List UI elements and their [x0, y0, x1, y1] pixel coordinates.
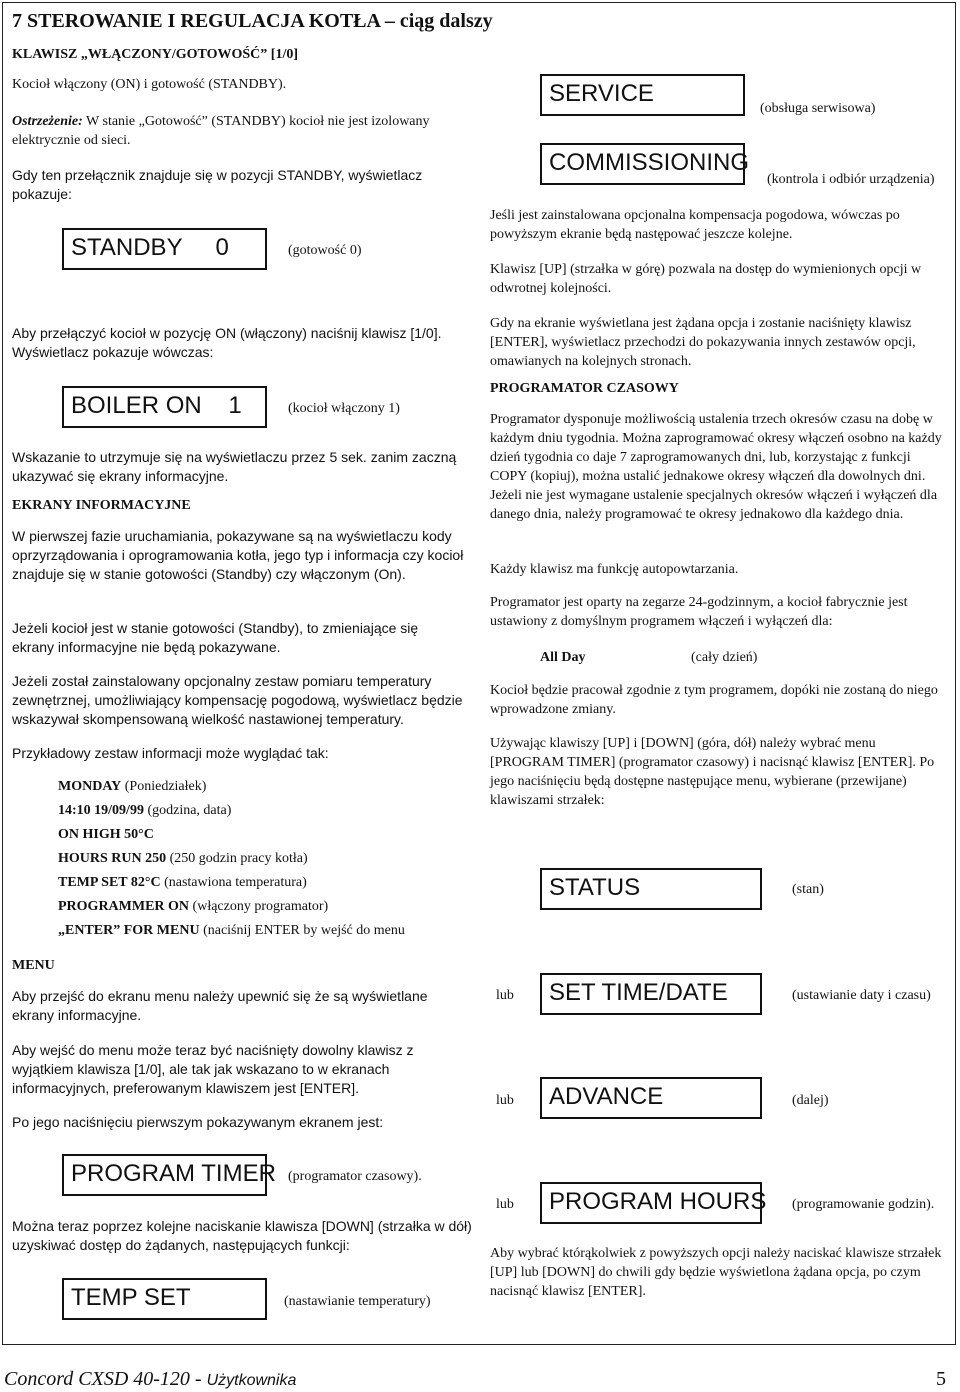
- p-menu-3: Po jego naciśnięciu pierwszym pokazywanym ekranem jest:: [12, 1114, 384, 1130]
- p-info-1: W pierwszej fazie uruchamiania, pokazywane są na wyświetlaczu kody oprzyrządowania i oprogramowania kotła, jego typ i informacja czy kocioł znajduje się w stanie gotowości (Standby) czy włączonym (On).: [12, 528, 464, 582]
- lcd-program-timer-note: (programator czasowy).: [288, 1169, 422, 1184]
- p-prog-2: Każdy klawisz ma funkcję autopowtarzania.: [490, 562, 739, 577]
- warning-label: Ostrzeżenie:: [12, 114, 83, 129]
- p-menu-2: Aby wejść do menu może teraz być naciśnięty dowolny klawisz z wyjątkiem klawisza [1/0], ale tak jak wskazano to w ekranach informacyjnych, preferowanym klawiszem jest [ENTER].: [12, 1042, 414, 1096]
- p-prog-1: Programator dysponuje możliwością ustalenia trzech okresów czasu na dobę w każdym dniu tygodnia. Można zaprogramować okresy włączeń osobno na każdy dzień tygodnia co daje 7 zaprogramowanych dni, lub, korzystając z funkcji COPY (kopiuj), można ustalić jednakowe okresy włączeń dla dowolnych dni. Jeżeli nie jest wymagane ustalenie specjalnych okresów włączeń i wyłączeń dla danego dnia, należy programować te okresy jednakowo dla każdego dnia.: [490, 412, 942, 522]
- lub-label: lub: [496, 1197, 514, 1212]
- p-up: Klawisz [UP] (strzałka w górę) pozwala na dostęp do wymienionych opcji w odwrotnej kolejności.: [490, 262, 922, 296]
- lcd-service: SERVICE: [540, 74, 745, 116]
- warning-paragraph: [12, 112, 452, 150]
- p-final: Aby wybrać którąkolwiek z powyższych opcji należy naciskać klawisze strzałek [UP] lub [DOWN] do chwili gdy będzie wyświetlona żądana opcja, po czym nacisnąć klawisz [ENTER].: [490, 1246, 942, 1299]
- page-number: 5: [936, 1368, 946, 1390]
- info-line: 14:10 19/09/99 (godzina, data): [58, 803, 232, 818]
- allday-note: (cały dzień): [691, 650, 758, 665]
- lcd-standby: STANDBY 0: [62, 228, 267, 270]
- lcd-standby-note: (gotowość 0): [288, 243, 362, 258]
- lcd-program-hours: PROGRAM HOURS: [540, 1182, 762, 1224]
- p-prog-4: Kocioł będzie pracował zgodnie z tym programem, dopóki nie zostaną do niego wprowadzone zmiany.: [490, 683, 938, 717]
- lcd-program-timer: PROGRAM TIMER: [62, 1154, 267, 1196]
- lcd-service-note: (obsługa serwisowa): [760, 101, 876, 116]
- info-line: MONDAY (Poniedziałek): [58, 779, 207, 794]
- lcd-temp-set-note: (nastawianie temperatury): [284, 1294, 431, 1309]
- lcd-boiler-on-note: (kocioł włączony 1): [288, 401, 400, 416]
- lcd-set-time-note: (ustawianie daty i czasu): [792, 988, 931, 1003]
- lub-label: lub: [496, 988, 514, 1003]
- p-menu-1: Aby przejść do ekranu menu należy upewnić się że są wyświetlane ekrany informacyjne.: [12, 988, 428, 1023]
- info-heading: EKRANY INFORMACYJNE: [12, 498, 191, 513]
- info-line: „ENTER” FOR MENU (naciśnij ENTER by wejść do menu: [58, 923, 405, 938]
- p-standby-shows: Gdy ten przełącznik znajduje się w pozycji STANDBY, wyświetlacz pokazuje:: [12, 167, 423, 202]
- prog-heading: PROGRAMATOR CZASOWY: [490, 381, 679, 396]
- info-line: ON HIGH 50°C: [58, 827, 154, 842]
- lcd-status-note: (stan): [792, 882, 824, 897]
- lcd-commissioning-note: (kontrola i odbiór urządzenia): [767, 172, 935, 187]
- warning-text: W stanie „Gotowość” (STANDBY) kocioł nie jest izolowany elektrycznie od sieci.: [12, 114, 430, 148]
- lcd-temp-set: TEMP SET: [62, 1278, 267, 1320]
- info-line: TEMP SET 82°C (nastawiona temperatura): [58, 875, 307, 890]
- key-heading: KLAWISZ „WŁĄCZONY/GOTOWOŚĆ” [1/0]: [12, 47, 299, 62]
- p-prog-5: Używając klawiszy [UP] i [DOWN] (góra, dół) należy wybrać menu [PROGRAM TIMER] (programator czasowy) i nacisnąć klawisz [ENTER]. Po jego naciśnięciu będą dostępne następujące menu, wybierane (przewijane) klawiszami strzałek:: [490, 736, 935, 808]
- p-on-standby: Kocioł włączony (ON) i gotowość (STANDBY).: [12, 77, 287, 92]
- lcd-commissioning: COMMISSIONING: [540, 143, 745, 185]
- info-line: PROGRAMMER ON (włączony programator): [58, 899, 329, 914]
- page-title: 7 STEROWANIE I REGULACJA KOTŁA – ciąg dalszy: [12, 10, 493, 32]
- lcd-boiler-on: BOILER ON 1: [62, 386, 267, 428]
- allday-label: All Day: [540, 650, 586, 665]
- lcd-status: STATUS: [540, 868, 762, 910]
- p-info-2: Jeżeli kocioł jest w stanie gotowości (Standby), to zmieniające się ekrany informacyjne nie będą pokazywane.: [12, 620, 419, 655]
- footer-model: Concord CXSD 40-120 - Użytkownika: [4, 1368, 297, 1390]
- p-info-3: Jeżeli został zainstalowany opcjonalny zestaw pomiaru temperatury zewnętrznej, umożliwiający kompensację pogodową, wyświetlacz będzie wskazywał skompensowaną wielkość nastawionej temperatury.: [12, 673, 463, 727]
- p-prog-3: Programator jest oparty na zegarze 24-godzinnym, a kocioł fabrycznie jest ustawiony z domyślnym programem włączeń i wyłączeń dla:: [490, 595, 908, 629]
- lcd-program-hours-note: (programowanie godzin).: [792, 1197, 935, 1212]
- info-line: HOURS RUN 250 (250 godzin pracy kotła): [58, 851, 308, 866]
- menu-heading: MENU: [12, 958, 55, 973]
- p-enter: Gdy na ekranie wyświetlana jest żądana opcja i zostanie naciśnięty klawisz [ENTER], wyświetlacz przechodzi do pokazywania innych zestawów opcji, omawianych na kolejnych stronach.: [490, 316, 916, 369]
- p-weather: Jeśli jest zainstalowana opcjonalna kompensacja pogodowa, wówczas po powyższym ekranie będą następować jeszcze kolejne.: [490, 208, 900, 242]
- lcd-advance: ADVANCE: [540, 1077, 762, 1119]
- lub-label: lub: [496, 1093, 514, 1108]
- p-press-on: Aby przełączyć kocioł w pozycję ON (włączony) naciśnij klawisz [1/0]. Wyświetlacz pokazuje wówczas:: [12, 325, 442, 360]
- p-indication: Wskazanie to utrzymuje się na wyświetlaczu przez 5 sek. zanim zaczną ukazywać się ekrany informacyjne.: [12, 449, 457, 484]
- lcd-set-time: SET TIME/DATE: [540, 973, 762, 1015]
- p-example: Przykładowy zestaw informacji może wyglądać tak:: [12, 745, 329, 761]
- p-down: Można teraz poprzez kolejne naciskanie klawisza [DOWN] (strzałka w dół) uzyskiwać dostęp do żądanych, następujących funkcji:: [12, 1218, 472, 1253]
- lcd-advance-note: (dalej): [792, 1093, 829, 1108]
